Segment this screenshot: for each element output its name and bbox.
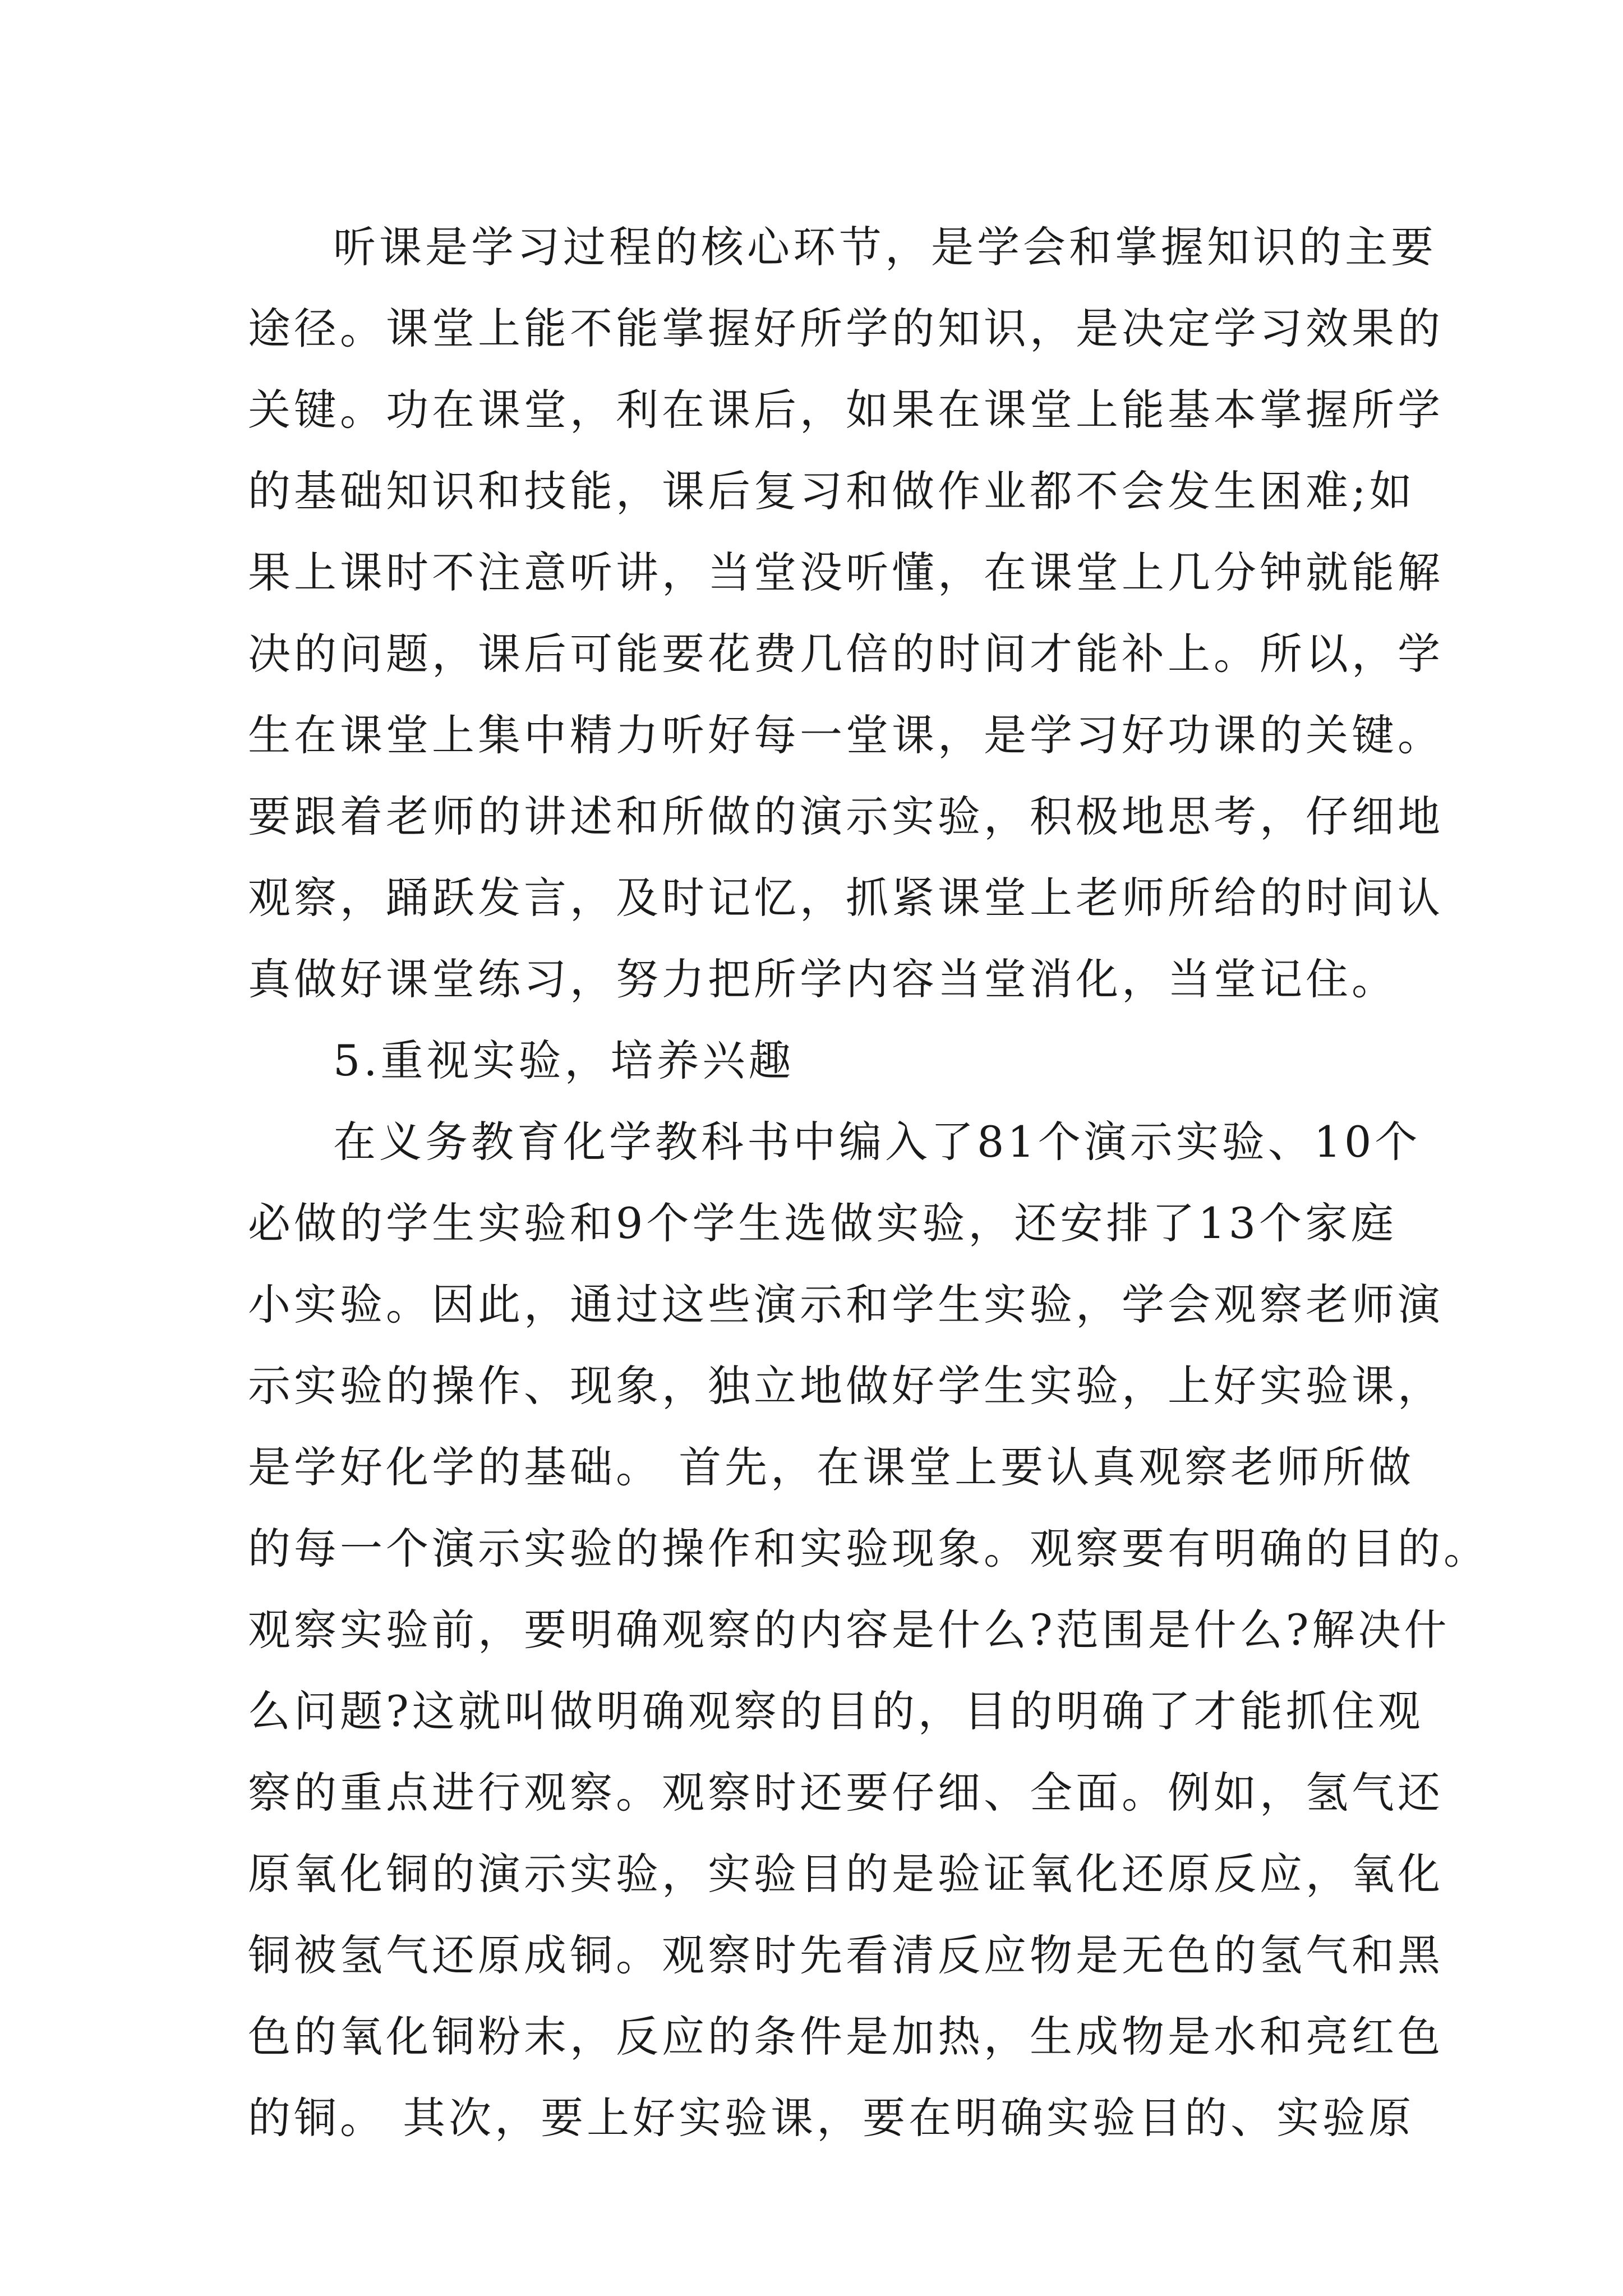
text-line: 必做的学生实验和9个学生选做实验，还安排了13个家庭 bbox=[248, 1198, 1398, 1248]
section-heading: 5.重视实验，培养兴趣 bbox=[333, 1036, 795, 1085]
text-line: 的基础知识和技能，课后复习和做作业都不会发生困难;如 bbox=[248, 466, 1415, 516]
text-line: 小实验。因此，通过这些演示和学生实验，学会观察老师演 bbox=[248, 1280, 1444, 1329]
text-line: 生在课堂上集中精力听好每一堂课，是学习好功课的关键。 bbox=[248, 710, 1444, 760]
text-line: 在义务教育化学教科书中编入了81个演示实验、10个 bbox=[333, 1117, 1421, 1167]
text-line: 察的重点进行观察。观察时还要仔细、全面。例如，氢气还 bbox=[248, 1768, 1444, 1818]
text-line: 听课是学习过程的核心环节，是学会和掌握知识的主要 bbox=[333, 222, 1437, 272]
text-line: 决的问题，课后可能要花费几倍的时间才能补上。所以，学 bbox=[248, 629, 1444, 679]
text-line: 原氧化铜的演示实验，实验目的是验证氧化还原反应，氧化 bbox=[248, 1849, 1444, 1899]
text-line: 的铜。 其次，要上好实验课，要在明确实验目的、实验原 bbox=[248, 2093, 1415, 2143]
text-line: 果上课时不注意听讲，当堂没听懂，在课堂上几分钟就能解 bbox=[248, 547, 1444, 597]
text-line: 观察实验前，要明确观察的内容是什么?范围是什么?解决什 bbox=[248, 1605, 1450, 1655]
text-line: 铜被氢气还原成铜。观察时先看清反应物是无色的氢气和黑 bbox=[248, 1930, 1444, 1980]
text-line: 示实验的操作、现象，独立地做好学生实验，上好实验课， bbox=[248, 1361, 1444, 1411]
text-line: 色的氧化铜粉末，反应的条件是加热，生成物是水和亮红色 bbox=[248, 2012, 1444, 2062]
body-text bbox=[248, 206, 1490, 2159]
text-line: 真做好课堂练习，努力把所学内容当堂消化，当堂记住。 bbox=[248, 954, 1398, 1004]
text-line: 关键。功在课堂，利在课后，如果在课堂上能基本掌握所学 bbox=[248, 385, 1444, 435]
text-line: 的每一个演示实验的操作和实验现象。观察要有明确的目的。 bbox=[248, 1524, 1490, 1573]
text-line: 观察，踊跃发言，及时记忆，抓紧课堂上老师所给的时间认 bbox=[248, 873, 1444, 923]
text-line: 途径。课堂上能不能掌握好所学的知识，是决定学习效果的 bbox=[248, 303, 1444, 353]
text-line: 么问题?这就叫做明确观察的目的，目的明确了才能抓住观 bbox=[248, 1686, 1424, 1736]
text-line: 要跟着老师的讲述和所做的演示实验，积极地思考，仔细地 bbox=[248, 792, 1444, 841]
text-line: 是学好化学的基础。 首先，在课堂上要认真观察老师所做 bbox=[248, 1442, 1415, 1492]
